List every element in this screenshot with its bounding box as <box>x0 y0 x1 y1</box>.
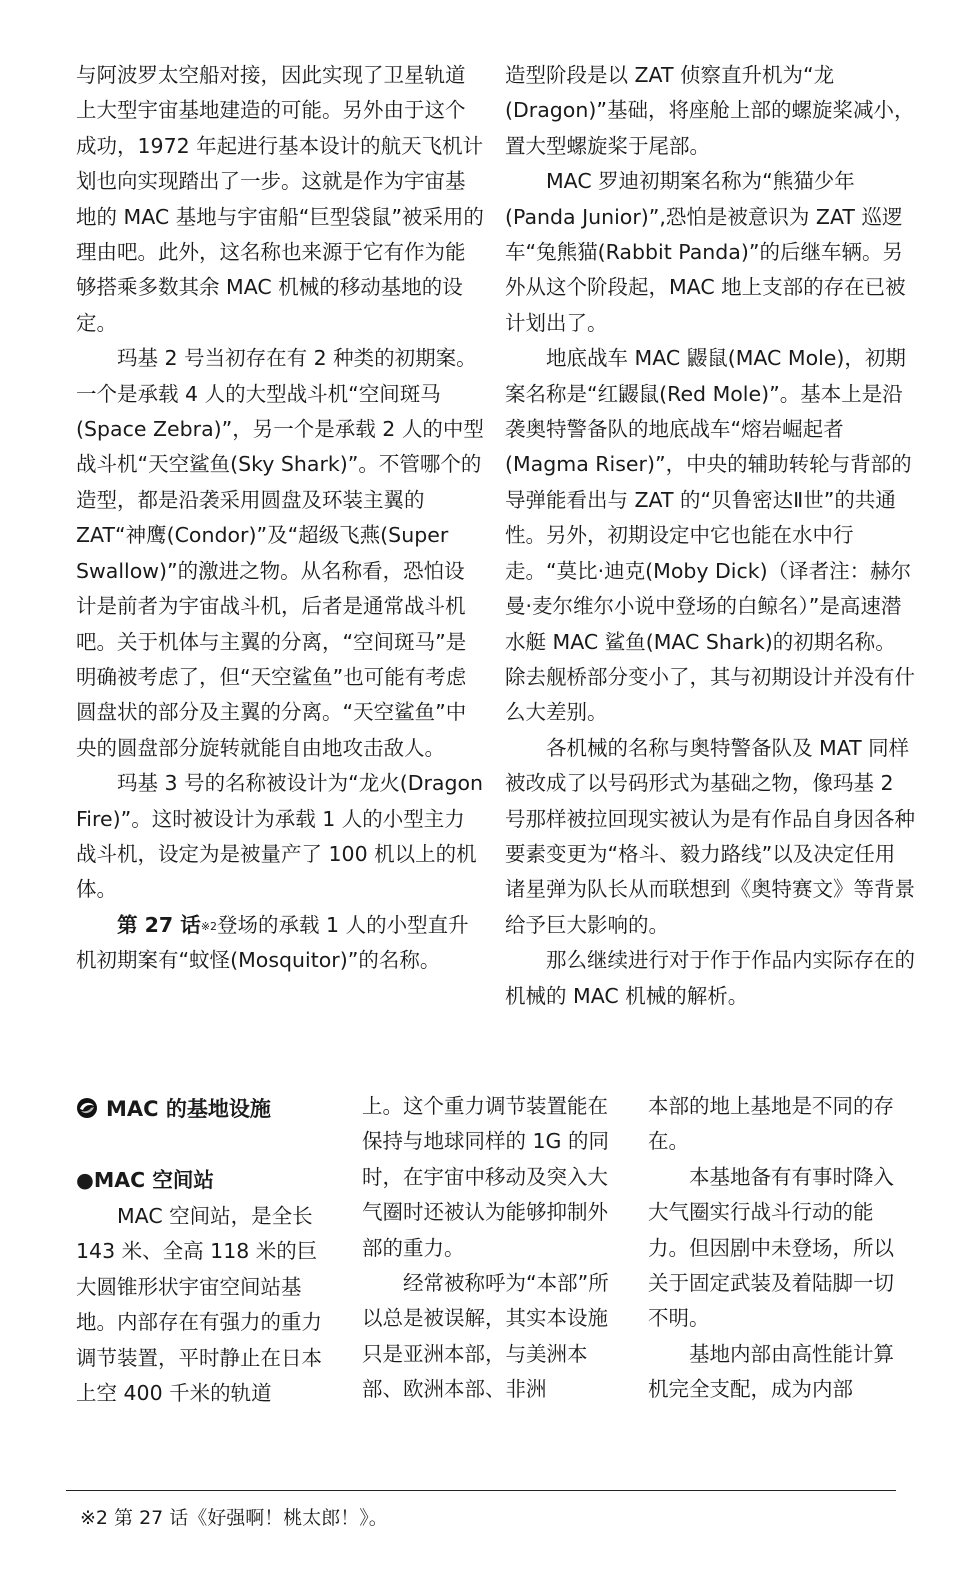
paragraph: 玛基 2 号当初存在有 2 种类的初期案。一个是承载 4 人的大型战斗机“空间斑马(Space Zebra)”，另一个是承载 2 人的中型战斗机“天空鲨鱼(Sky Shark)”。不管哪个的造型，都是沿袭采用圆盘及环装主翼的 ZAT“神鹰(Condor)”及“超级飞燕(Super Swallow)”的激进之物。从名称看，恐怕设计是前者为宇宙战斗机，后者是通常战斗机吧。关于机体与主翼的分离，“空间斑马”是明确被考虑了，但“天空鲨鱼”也可能有考虑圆盘状的部分及主翼的分离。“天空鲨鱼”中央的圆盘部分旋转就能自由地攻击敌人。 <box>76 346 484 760</box>
paragraph: 各机械的名称与奥特警备队及 MAT 同样被改成了以号码形式为基础之物，像玛基 2 号那样被拉回现实被认为是有作品自身因各种要素变更为“格斗、毅力路线”以及决定任用诸星弹为队长从而联想到《奥特赛文》等背景给予巨大影响的。 <box>505 735 915 937</box>
paragraph: 经常被称呼为“本部”所以总是被误解，其实本设施只是亚洲本部，与美洲本部、欧洲本部、非洲 <box>362 1271 609 1402</box>
footnote-divider <box>66 1490 896 1491</box>
upper-left-column <box>76 58 484 979</box>
paragraph: MAC 空间站，是全长 143 米、全高 118 米的巨大圆锥形状宇宙空间站基地。内部存在有强力的重力调节装置，平时静止在日本上空 400 千米的轨道 <box>76 1204 322 1406</box>
lower-column-1 <box>76 1199 322 1411</box>
paragraph: 那么继续进行对于作于作品内实际存在的机械的 MAC 机械的解析。 <box>505 948 915 1008</box>
paragraph-text: 登场的承载 1 人的小型直升机初期案有“蚊怪(Mosquitor)”的名称。 <box>76 912 469 973</box>
footnote-marker: ※2 <box>200 919 218 933</box>
paragraph: 造型阶段是以 ZAT 侦察直升机为“龙(Dragon)”基础，将座舱上部的螺旋桨减小，置大型螺旋桨于尾部。 <box>505 63 915 158</box>
paragraph: MAC 罗迪初期案名称为“熊猫少年(Panda Junior)”,恐怕是被意识为 ZAT 巡逻车“兔熊猫(Rabbit Panda)”的后继车辆。另外从这个阶段起，MAC 地上支部的存在已被计划出了。 <box>505 169 906 335</box>
upper-right-column <box>505 58 915 1014</box>
paragraph <box>76 908 484 979</box>
footnote: ※2 第 27 话《好强啊！桃太郎！》。 <box>80 1507 388 1529</box>
paragraph: 地底战车 MAC 鼹鼠(MAC Mole)，初期案名称是“红鼹鼠(Red Mole)”。基本上是沿袭奥特警备队的地底战车“熔岩崛起者(Magma Riser)”，中央的辅助转轮与背部的导弹能看出与 ZAT 的“贝鲁密达Ⅱ世”的共通性。另外，初期设定中它也能在水中行走。“莫比·迪克(Moby Dick)（译者注：赫尔曼·麦尔维尔小说中登场的白鲸名）”是高速潜水艇 MAC 鲨鱼(MAC Shark)的初期名称。除去舰桥部分变小了，其与初期设计并没有什么大差别。 <box>505 346 915 725</box>
sub-heading: ●MAC 空间站 <box>76 1168 214 1192</box>
paragraph: 与阿波罗太空船对接，因此实现了卫星轨道上大型宇宙基地建造的可能。另外由于这个成功，1972 年起进行基本设计的航天飞机计划也向实现踏出了一步。这就是作为宇宙基地的 MAC 基地与宇宙船“巨型袋鼠”被采用的理由吧。此外，这名称也来源于它有作为能够搭乘多数其余 MAC 机械的移动基地的设定。 <box>76 63 484 335</box>
swirl-bullet-icon <box>76 1097 98 1119</box>
lower-column-2 <box>362 1089 618 1408</box>
paragraph: 本基地备有有事时降入大气圈实行战斗行动的能力。但因剧中未登场，所以关于固定武装及着陆脚一切不明。 <box>648 1164 894 1331</box>
episode-reference: 第 27 话 <box>117 912 201 937</box>
paragraph: 本部的地上基地是不同的存在。 <box>648 1094 894 1154</box>
paragraph: 上。这个重力调节装置能在保持与地球同样的 1G 的同时，在宇宙中移动及突入大气圈时还被认为能够抑制外部的重力。 <box>362 1094 609 1260</box>
section-heading-text: MAC 的基地设施 <box>106 1097 271 1121</box>
section-heading <box>76 1090 271 1126</box>
paragraph: 玛基 3 号的名称被设计为“龙火(Dragon Fire)”。这时被设计为承载 1 人的小型主力战斗机，设定为是被量产了 100 机以上的机体。 <box>76 771 484 902</box>
paragraph: 基地内部由高性能计算机完全支配，成为内部 <box>648 1341 894 1402</box>
lower-column-3 <box>648 1089 894 1408</box>
